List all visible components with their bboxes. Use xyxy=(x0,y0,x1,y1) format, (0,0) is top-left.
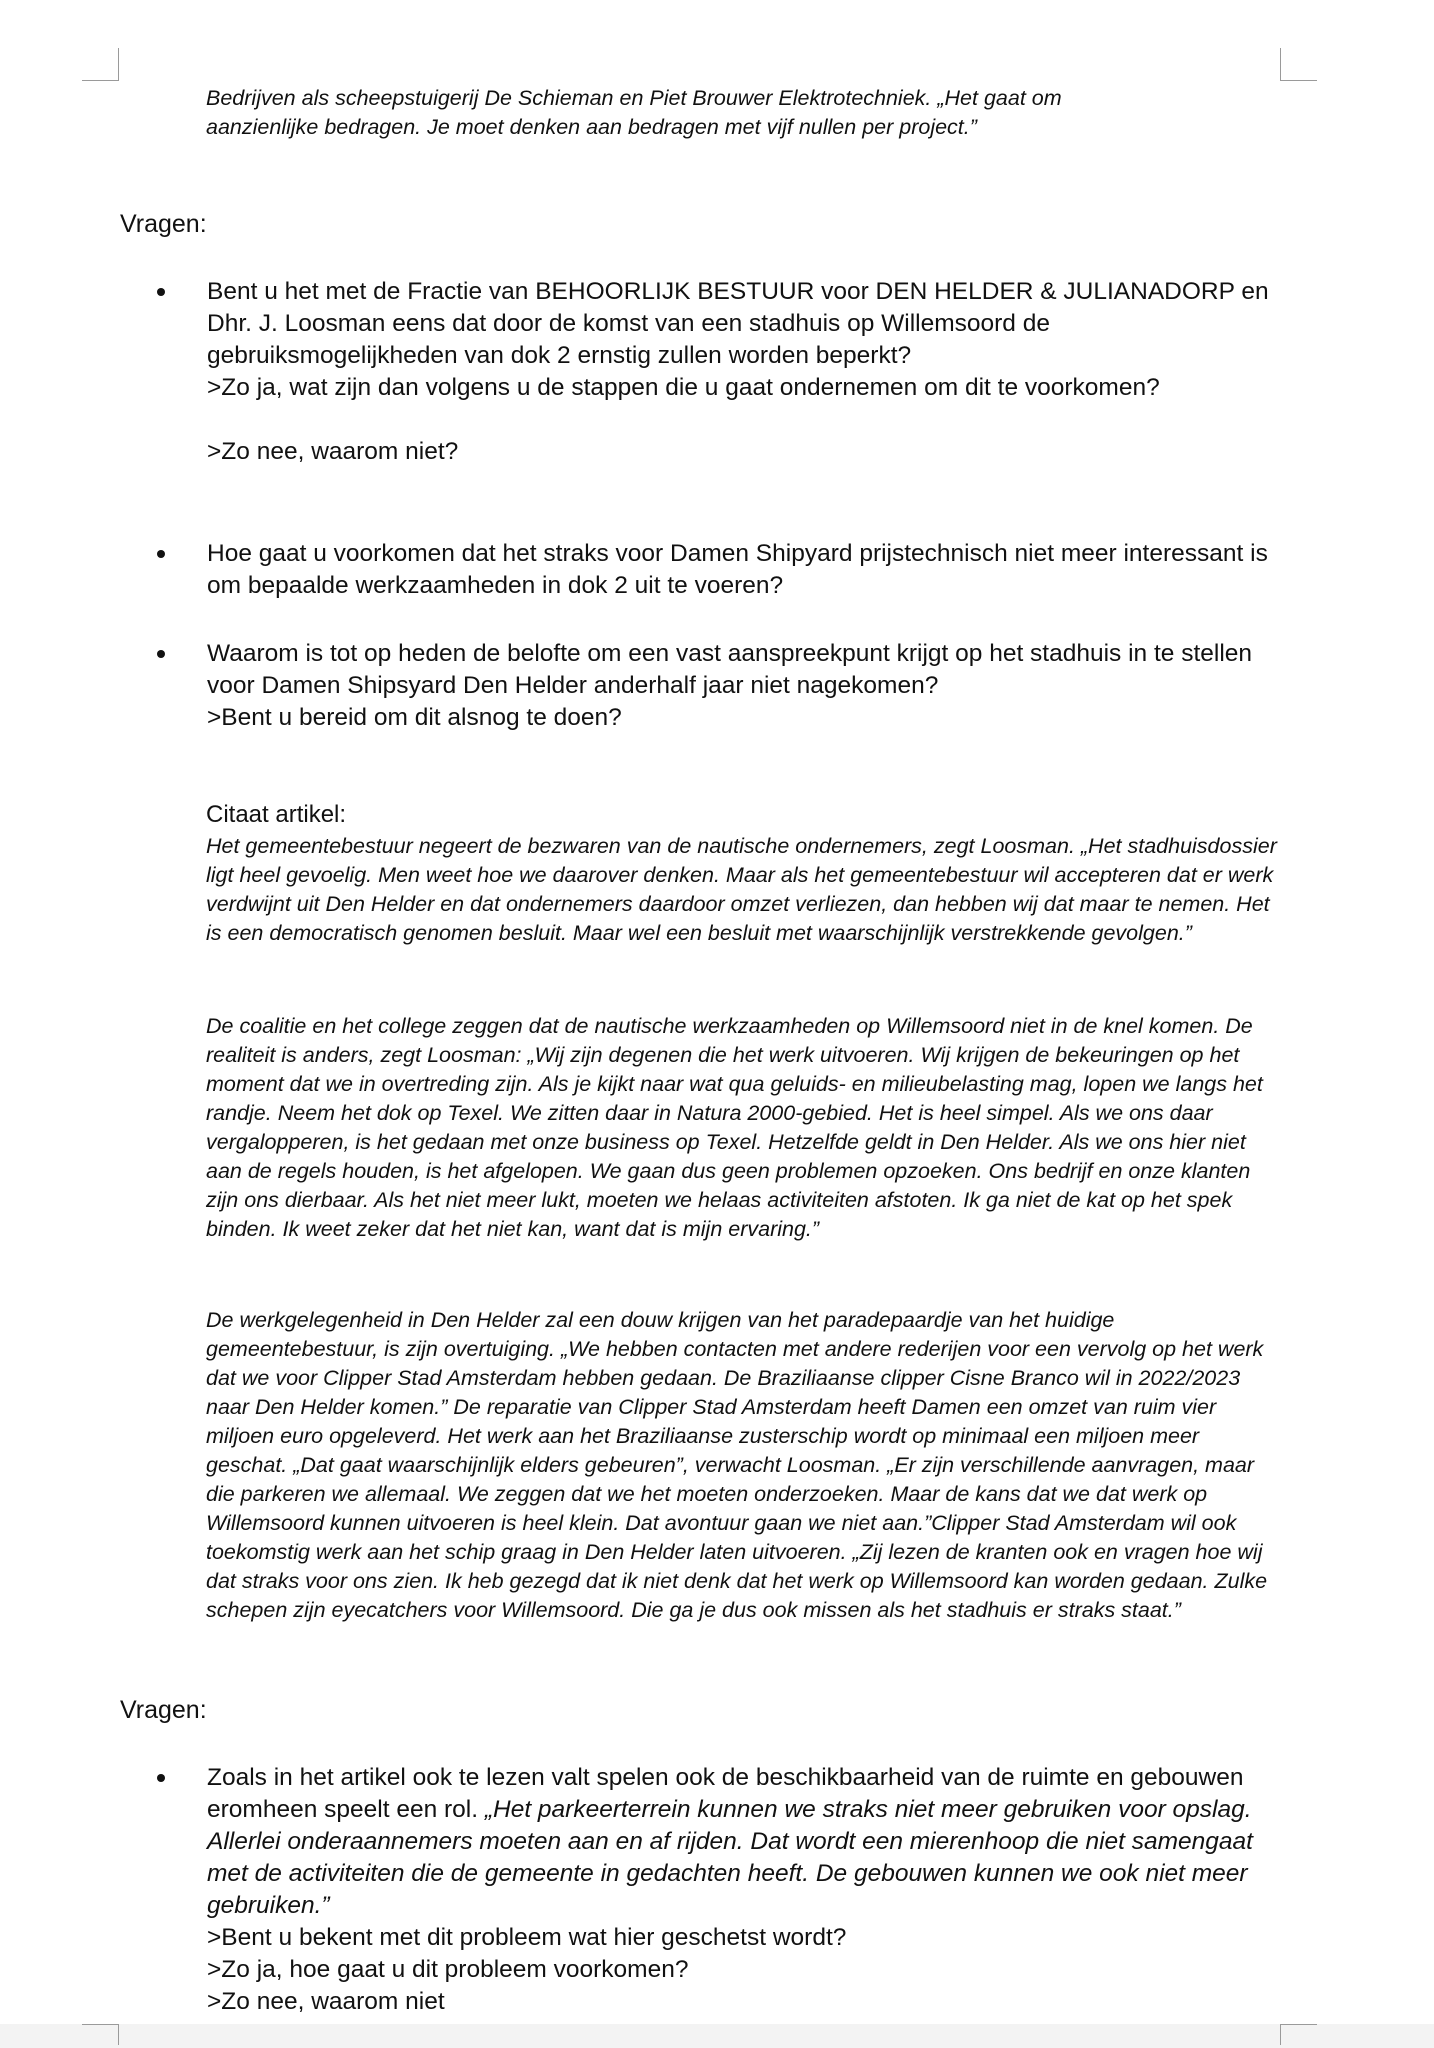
crop-mark-top-right xyxy=(1280,48,1317,81)
question-3-follow: >Bent u bereid om dit alsnog te doen? xyxy=(207,704,622,731)
citation-paragraph-2: De coalitie en het college zeggen dat de nautische werkzaamheden op Willemsoord niet in de knel komen. De realiteit is anders, zegt Loosman: „Wij zijn degenen die het werk uitvoeren. Wij krijgen de bekeuringen op het moment dat we in overtreding zijn. Als je kijkt naar wat qua geluids- en milieubelasting mag, lopen we langs het randje. Neem het dok op Texel. We zitten daar in Natura 2000-gebied. Het is heel simpel. Als we ons daar vergalopperen, is het gedaan met onze business op Texel. Hetzelfde geldt in Den Helder. Als we ons hier niet aan de regels houden, is het afgelopen. We gaan dus geen problemen opzoeken. Ons bedrijf en onze klanten zijn ons dierbaar. Als het niet meer lukt, moeten we helaas activiteiten afstoten. Ik ga niet de kat op het spek binden. Ik weet zeker dat het niet kan, want dat is mijn ervaring.” xyxy=(206,1014,1263,1241)
question-1-text: Bent u het met de Fractie van BEHOORLIJK BESTUUR voor DEN HELDER & JULIANADORP en Dhr. J. Loosman eens dat door de komst van een stadhuis op Willemsoord de gebruiksmogelijkheden van dok 2 ernstig zullen worden beperkt? xyxy=(207,278,1269,369)
bullet-icon xyxy=(157,650,165,658)
crop-mark-bottom-left xyxy=(82,2024,119,2045)
question-4-quote: „Het parkeerterrein kunnen we straks niet meer gebruiken voor opslag. Allerlei onderaannemers moeten aan en af rijden. Dat wordt een mierenhoop die niet samengaat met de activiteiten die de gemeente in gedachten heeft. De gebouwen kunnen we ook niet meer gebruiken.” xyxy=(207,1796,1253,1919)
section-heading-vragen-2: Vragen: xyxy=(120,1696,207,1724)
question-4-follow-known: >Bent u bekent met dit probleem wat hier geschetst wordt? xyxy=(207,1924,847,1951)
question-4-follow-yes: >Zo ja, hoe gaat u dit probleem voorkomen? xyxy=(207,1956,689,1983)
bullet-icon xyxy=(157,288,165,296)
citation-heading: Citaat artikel: xyxy=(206,801,347,828)
section-heading-vragen-1: Vragen: xyxy=(120,210,207,238)
question-2-text: Hoe gaat u voorkomen dat het straks voor Damen Shipyard prijstechnisch niet meer interessant is om bepaalde werkzaamheden in dok 2 uit te voeren? xyxy=(207,540,1268,599)
question-4-follow-no: >Zo nee, waarom niet xyxy=(207,1988,445,2015)
crop-mark-bottom-right xyxy=(1280,2024,1317,2045)
bullet-icon xyxy=(157,1774,165,1782)
citation-paragraph-1: Het gemeentebestuur negeert de bezwaren van de nautische ondernemers, zegt Loosman. „Het stadhuisdossier ligt heel gevoelig. Men weet hoe we daarover denken. Maar als het gemeentebestuur wil accepteren dat er werk verdwijnt uit Den Helder en dat ondernemers daardoor omzet verliezen, dan hebben wij dat maar te nemen. Het is een democratisch genomen besluit. Maar wel een besluit met waarschijnlijk verstrekkende gevolgen.” xyxy=(206,834,1277,945)
question-1-follow-no: >Zo nee, waarom niet? xyxy=(207,438,459,465)
question-3-text: Waarom is tot op heden de belofte om een vast aanspreekpunt krijgt op het stadhuis in te stellen voor Damen Shipsyard Den Helder anderhalf jaar niet nagekomen? xyxy=(207,640,1253,699)
citation-paragraph-3: De werkgelegenheid in Den Helder zal een douw krijgen van het paradepaardje van het huidige gemeentebestuur, is zijn overtuiging. „We hebben contacten met andere rederijen voor een vervolg op het werk dat we voor Clipper Stad Amsterdam hebben gedaan. De Braziliaanse clipper Cisne Branco wil in 2022/2023 naar Den Helder komen.” De reparatie van Clipper Stad Amsterdam heeft Damen een omzet van ruim vier miljoen euro opgeleverd. Het werk aan het Braziliaanse zusterschip wordt op minimaal een miljoen meer geschat. „Dat gaat waarschijnlijk elders gebeuren”, verwacht Loosman. „Er zijn verschillende aanvragen, maar die parkeren we allemaal. We zeggen dat we het moeten onderzoeken. Maar de kans dat we dat werk op Willemsoord kunnen uitvoeren is heel klein. Dat avontuur gaan we niet aan.”Clipper Stad Amsterdam wil ook toekomstig werk aan het schip graag in Den Helder laten uitvoeren. „Zij lezen de kranten ook en vragen hoe wij dat straks voor ons zien. Ik heb gezegd dat ik niet denk dat het werk op Willemsoord kan worden gedaan. Zulke schepen zijn eyecatchers voor Willemsoord. Die ga je dus ook missen als het stadhuis er straks staat.” xyxy=(206,1308,1268,1622)
intro-paragraph: Bedrijven als scheepstuigerij De Schieman en Piet Brouwer Elektrotechniek. „Het gaat om aanzienlijke bedragen. Je moet denken aan bedragen met vijf nullen per project.” xyxy=(206,86,1062,139)
question-4-text xyxy=(207,1762,1287,1922)
crop-mark-top-left xyxy=(82,48,119,81)
question-4-lead: Zoals in het artikel ook te lezen valt spelen ook de beschikbaarheid van de ruimte en gebouwen eromheen speelt een rol. xyxy=(207,1764,1244,1823)
bullet-icon xyxy=(157,550,165,558)
question-1-follow-yes: >Zo ja, wat zijn dan volgens u de stappen die u gaat ondernemen om dit te voorkomen? xyxy=(207,374,1160,401)
